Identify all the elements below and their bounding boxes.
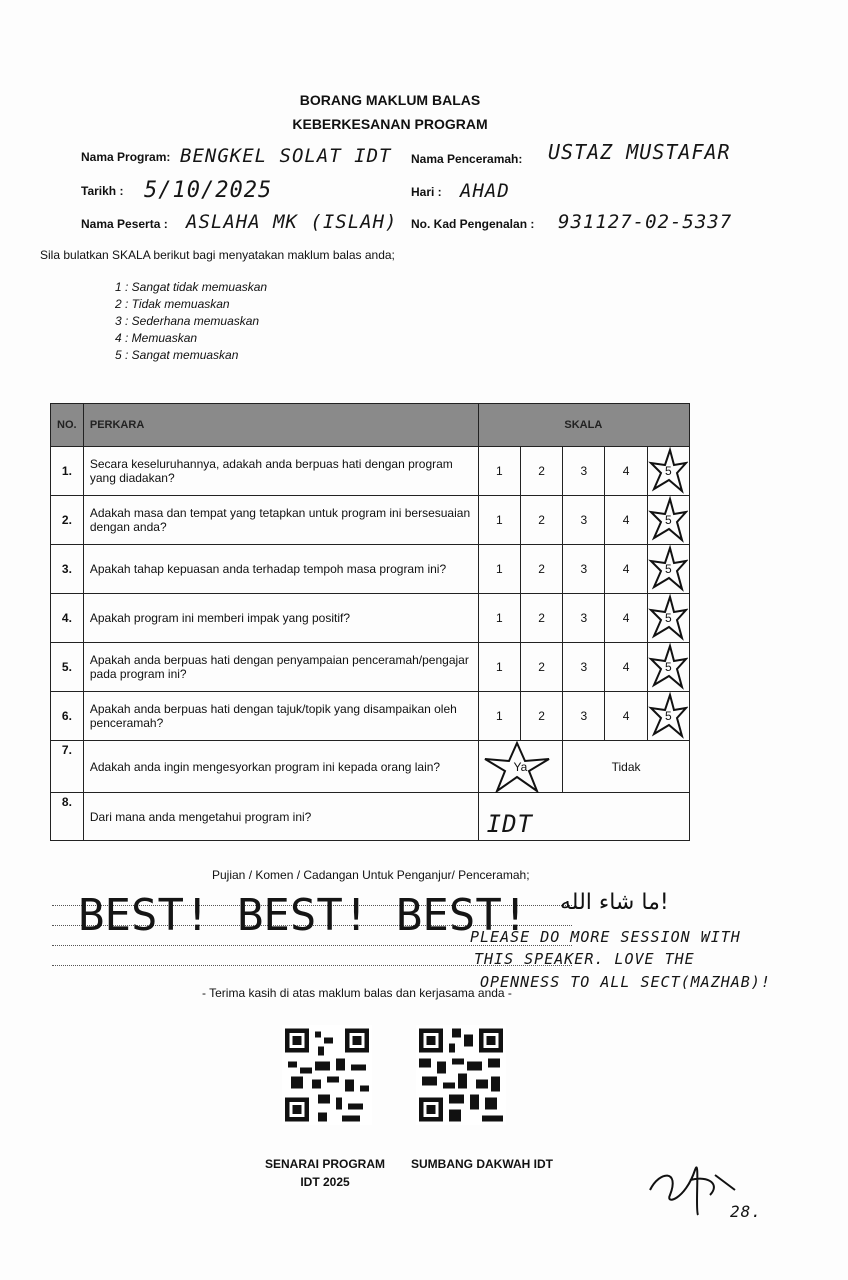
scale-option-label: 3 bbox=[580, 611, 588, 625]
star-mark-icon bbox=[479, 741, 557, 793]
ic-label: No. Kad Pengenalan : bbox=[411, 217, 535, 231]
header-item: PERKARA bbox=[83, 404, 478, 447]
scale-option-4[interactable] bbox=[605, 692, 647, 741]
speaker-label: Nama Penceramah: bbox=[411, 152, 523, 166]
header-scale: SKALA bbox=[478, 404, 689, 447]
qr-code-icon[interactable] bbox=[282, 1025, 372, 1125]
signature-note: 28. bbox=[730, 1202, 762, 1221]
table-row bbox=[51, 793, 690, 841]
scale-option-3[interactable] bbox=[563, 594, 605, 643]
row-number: 2. bbox=[51, 496, 84, 545]
qr-right-caption: SUMBANG DAKWAH IDT bbox=[411, 1157, 553, 1171]
scale-option-1[interactable] bbox=[478, 692, 520, 741]
qr-left-caption-line2: IDT 2025 bbox=[300, 1175, 350, 1189]
scale-option-2[interactable] bbox=[520, 447, 562, 496]
scale-option-label: 1 bbox=[495, 513, 503, 527]
scale-option-label: 1 bbox=[495, 611, 503, 625]
row-number: 5. bbox=[51, 643, 84, 692]
scale-option-label: 2 bbox=[538, 660, 545, 674]
scale-option-label: 4 bbox=[622, 562, 630, 576]
scale-option-label: 5 bbox=[665, 513, 672, 527]
row-question: Adakah anda ingin mengesyorkan program ini kepada orang lain? bbox=[83, 741, 478, 793]
comment-line3: OPENNESS TO ALL SECT(MAZHAB)! bbox=[480, 973, 771, 991]
thanks-text: - Terima kasih di atas maklum balas dan kerjasama anda - bbox=[202, 986, 512, 1000]
scale-legend-item: 5 : Sangat memuaskan bbox=[115, 348, 239, 362]
table-row bbox=[51, 447, 690, 496]
scale-option-label: 5 bbox=[665, 464, 672, 478]
instruction-text: Sila bulatkan SKALA berikut bagi menyatakan maklum balas anda; bbox=[40, 248, 395, 262]
scale-option-label: 3 bbox=[580, 464, 588, 478]
scale-option-2[interactable] bbox=[520, 692, 562, 741]
scale-option-4[interactable] bbox=[605, 643, 647, 692]
scale-option-label: 2 bbox=[538, 611, 545, 625]
ic-value[interactable]: 931127-02-5337 bbox=[558, 211, 733, 233]
scale-option-label: 2 bbox=[538, 513, 545, 527]
option-no-label: Tidak bbox=[611, 759, 641, 774]
scale-option-label: 5 bbox=[665, 660, 672, 674]
comment-main[interactable]: BEST! BEST! BEST! bbox=[78, 890, 529, 941]
scale-option-label: 2 bbox=[538, 709, 545, 723]
option-no[interactable] bbox=[563, 741, 690, 793]
table-row bbox=[51, 692, 690, 741]
scale-option-label: 2 bbox=[538, 464, 545, 478]
scale-option-3[interactable] bbox=[563, 643, 605, 692]
scale-option-5[interactable] bbox=[647, 496, 689, 545]
row-question: Adakah masa dan tempat yang tetapkan untuk program ini bersesuaian dengan anda? bbox=[83, 496, 478, 545]
option-yes[interactable] bbox=[478, 741, 563, 793]
scale-option-3[interactable] bbox=[563, 692, 605, 741]
form-title-line1: BORANG MAKLUM BALAS bbox=[299, 92, 481, 108]
scale-option-3[interactable] bbox=[563, 496, 605, 545]
row-question: Apakah program ini memberi impak yang positif? bbox=[83, 594, 478, 643]
answer-field[interactable] bbox=[478, 793, 689, 841]
scale-option-3[interactable] bbox=[563, 545, 605, 594]
date-label: Tarikh : bbox=[81, 184, 124, 198]
row-number: 8. bbox=[51, 793, 84, 841]
row-question: Apakah tahap kepuasan anda terhadap tempoh masa program ini? bbox=[83, 545, 478, 594]
qr-left-caption-line1: SENARAI PROGRAM bbox=[264, 1157, 385, 1171]
scale-option-label: 1 bbox=[495, 464, 503, 478]
table-row bbox=[51, 496, 690, 545]
row-number: 4. bbox=[51, 594, 84, 643]
scale-option-5[interactable] bbox=[647, 692, 689, 741]
day-value[interactable]: AHAD bbox=[460, 180, 510, 202]
scale-option-label: 1 bbox=[495, 562, 503, 576]
scale-option-label: 1 bbox=[495, 709, 503, 723]
table-row bbox=[51, 594, 690, 643]
table-row bbox=[51, 545, 690, 594]
scale-option-1[interactable] bbox=[478, 447, 520, 496]
row-question: Apakah anda berpuas hati dengan tajuk/topik yang disampaikan oleh penceramah? bbox=[83, 692, 478, 741]
scale-option-label: 5 bbox=[665, 611, 672, 625]
day-label: Hari : bbox=[411, 185, 442, 199]
qr-left-caption bbox=[250, 1157, 400, 1189]
form-title-line2: KEBERKESANAN PROGRAM bbox=[292, 116, 488, 132]
scale-option-5[interactable] bbox=[647, 545, 689, 594]
speaker-value[interactable]: USTAZ MUSTAFAR bbox=[548, 140, 731, 164]
program-value[interactable]: BENGKEL SOLAT IDT bbox=[180, 145, 392, 167]
scale-option-4[interactable] bbox=[605, 447, 647, 496]
scale-option-label: 3 bbox=[580, 513, 588, 527]
scale-option-5[interactable] bbox=[647, 643, 689, 692]
scale-option-4[interactable] bbox=[605, 594, 647, 643]
scale-option-2[interactable] bbox=[520, 496, 562, 545]
row-number: 1. bbox=[51, 447, 84, 496]
scale-legend-item: 1 : Sangat tidak memuaskan bbox=[115, 280, 268, 294]
scale-option-label: 4 bbox=[622, 464, 630, 478]
answer-value: IDT bbox=[486, 810, 534, 838]
scale-option-1[interactable] bbox=[478, 594, 520, 643]
date-value[interactable]: 5/10/2025 bbox=[144, 178, 273, 203]
table-row bbox=[51, 741, 690, 793]
scale-option-2[interactable] bbox=[520, 594, 562, 643]
scale-option-2[interactable] bbox=[520, 545, 562, 594]
scale-option-label: 3 bbox=[580, 709, 588, 723]
row-number: 3. bbox=[51, 545, 84, 594]
scale-option-label: 5 bbox=[665, 562, 672, 576]
scale-option-1[interactable] bbox=[478, 643, 520, 692]
scale-option-label: 4 bbox=[622, 709, 630, 723]
qr-code-icon[interactable] bbox=[416, 1025, 506, 1125]
row-number: 6. bbox=[51, 692, 84, 741]
table-row bbox=[51, 643, 690, 692]
row-question: Apakah anda berpuas hati dengan penyampaian penceramah/pengajar pada program ini? bbox=[83, 643, 478, 692]
scale-option-3[interactable] bbox=[563, 447, 605, 496]
scale-option-label: 4 bbox=[622, 611, 630, 625]
scale-option-1[interactable] bbox=[478, 545, 520, 594]
scale-option-1[interactable] bbox=[478, 496, 520, 545]
scale-option-label: 4 bbox=[622, 660, 630, 674]
scale-option-5[interactable] bbox=[647, 594, 689, 643]
comment-line1: PLEASE DO MORE SESSION WITH bbox=[470, 928, 741, 946]
comments-label: Pujian / Komen / Cadangan Untuk Penganjur/ Penceramah; bbox=[212, 868, 530, 882]
participant-label: Nama Peserta : bbox=[81, 217, 168, 231]
option-yes-label: Ya bbox=[513, 759, 528, 774]
scale-legend-item: 3 : Sederhana memuaskan bbox=[115, 314, 260, 328]
scale-option-4[interactable] bbox=[605, 545, 647, 594]
scale-option-label: 3 bbox=[580, 562, 588, 576]
scale-option-4[interactable] bbox=[605, 496, 647, 545]
survey-table bbox=[50, 403, 690, 841]
scale-legend-item: 4 : Memuaskan bbox=[115, 331, 198, 345]
row-number: 7. bbox=[51, 741, 84, 793]
scale-option-5[interactable] bbox=[647, 447, 689, 496]
scale-option-label: 5 bbox=[665, 709, 672, 723]
participant-value[interactable]: ASLAHA MK (ISLAH) bbox=[186, 211, 398, 233]
program-label: Nama Program: bbox=[81, 150, 171, 164]
scale-option-label: 1 bbox=[495, 660, 503, 674]
comment-arabic: ما شاء الله! bbox=[560, 890, 669, 915]
scale-option-label: 3 bbox=[580, 660, 588, 674]
comment-line2: THIS SPEAKER. LOVE THE bbox=[474, 950, 695, 968]
row-question: Secara keseluruhannya, adakah anda berpuas hati dengan program yang diadakan? bbox=[83, 447, 478, 496]
scale-legend-item: 2 : Tidak memuaskan bbox=[115, 297, 230, 311]
header-no: NO. bbox=[51, 404, 84, 447]
row-question: Dari mana anda mengetahui program ini? bbox=[83, 793, 478, 841]
scale-legend bbox=[115, 279, 267, 364]
scale-option-label: 2 bbox=[538, 562, 545, 576]
scale-option-2[interactable] bbox=[520, 643, 562, 692]
scale-option-label: 4 bbox=[622, 513, 630, 527]
